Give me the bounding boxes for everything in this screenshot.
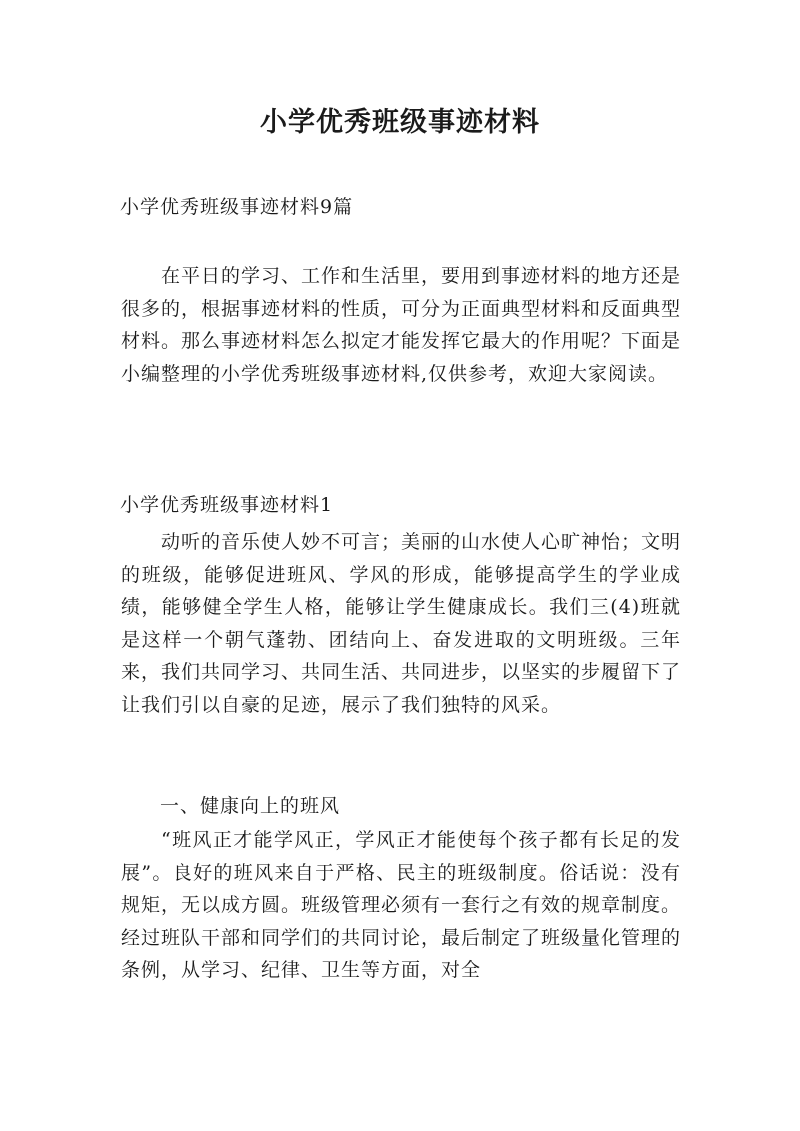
section-heading: 一、健康向上的班风 bbox=[160, 795, 341, 817]
section-paragraph-2: “班风正才能学风正，学风正才能使每个孩子都有长足的发展”。良好的班风来自于严格、民主的班级制度。俗话说：没有规矩，无以成方圆。班级管理必须有一套行之有效的规章制度。经过班队干部和同学们的共同讨论，最后制定了班级量化管理的条例，从学习、纪律、卫生等方面，对全 bbox=[121, 829, 682, 981]
document-subtitle: 小学优秀班级事迹材料9篇 bbox=[120, 196, 354, 218]
section-paragraph: 动听的音乐使人妙不可言；美丽的山水使人心旷神怡；文明的班级，能够促进班风、学风的形成，能够提高学生的学业成绩，能够健全学生人格，能够让学生健康成长。我们三(4)班就是这样一个朝气蓬勃、团结向上、奋发进取的文明班级。三年来，我们共同学习、共同生活、共同进步，以坚实的步履留下了让我们引以自豪的足迹，展示了我们独特的风采。 bbox=[121, 531, 682, 716]
section-title: 小学优秀班级事迹材料1 bbox=[120, 494, 334, 516]
document-title: 小学优秀班级事迹材料 bbox=[260, 107, 540, 138]
intro-paragraph: 在平日的学习、工作和生活里，要用到事迹材料的地方还是很多的，根据事迹材料的性质，可分为正面典型材料和反面典型材料。那么事迹材料怎么拟定才能发挥它最大的作用呢？下面是小编整理的小学优秀班级事迹材料,仅供参考，欢迎大家阅读。 bbox=[121, 265, 682, 385]
